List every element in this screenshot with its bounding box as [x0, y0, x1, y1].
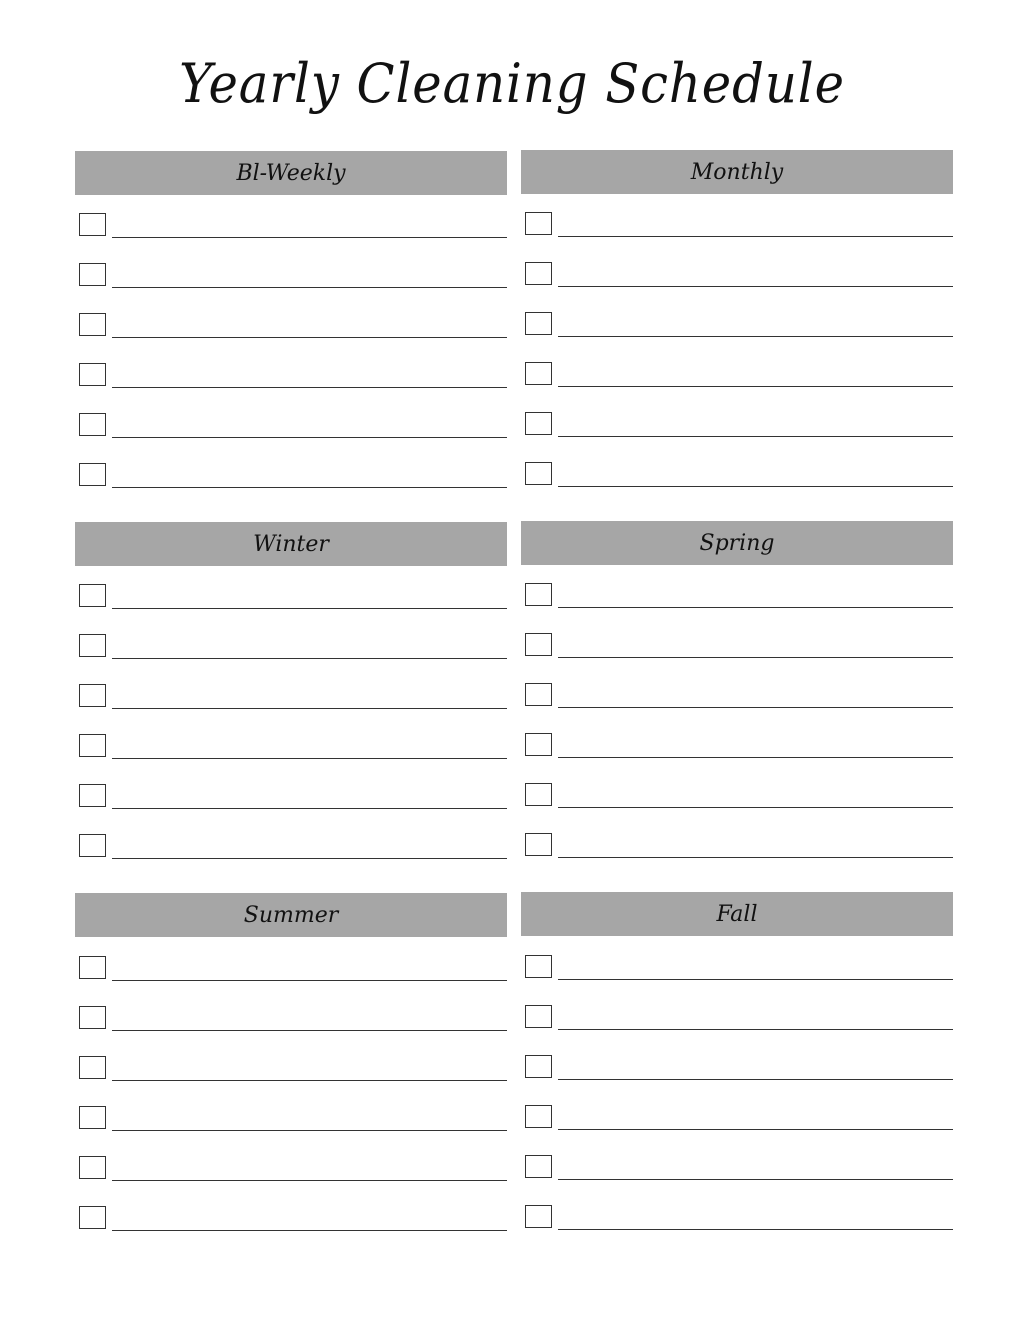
task-line[interactable]	[112, 758, 507, 759]
task-row	[521, 1205, 953, 1231]
task-row	[521, 362, 953, 388]
task-line[interactable]	[558, 436, 953, 437]
task-line[interactable]	[112, 487, 507, 488]
task-row	[75, 1006, 507, 1032]
task-line[interactable]	[112, 858, 507, 859]
task-checkbox[interactable]	[79, 313, 106, 336]
section-winter	[75, 522, 507, 566]
task-row	[75, 734, 507, 760]
task-line[interactable]	[112, 1230, 507, 1231]
task-row	[75, 213, 507, 239]
task-line[interactable]	[558, 607, 953, 608]
task-checkbox[interactable]	[525, 312, 552, 335]
task-row	[521, 262, 953, 288]
task-checkbox[interactable]	[79, 1206, 106, 1229]
task-line[interactable]	[112, 708, 507, 709]
task-row	[521, 412, 953, 438]
task-line[interactable]	[558, 236, 953, 237]
section-header: Summer	[75, 893, 507, 937]
task-row	[75, 834, 507, 860]
section-header: Winter	[75, 522, 507, 566]
task-checkbox[interactable]	[79, 834, 106, 857]
task-row	[521, 462, 953, 488]
task-line[interactable]	[112, 437, 507, 438]
section-header: Bl-Weekly	[75, 151, 507, 195]
section-monthly	[521, 150, 953, 194]
task-row	[75, 463, 507, 489]
task-checkbox[interactable]	[79, 784, 106, 807]
task-checkbox[interactable]	[79, 413, 106, 436]
task-line[interactable]	[558, 807, 953, 808]
task-row	[521, 733, 953, 759]
section-header: Monthly	[521, 150, 953, 194]
task-line[interactable]	[112, 608, 507, 609]
task-line[interactable]	[558, 286, 953, 287]
task-checkbox[interactable]	[525, 262, 552, 285]
task-row	[521, 1105, 953, 1131]
task-line[interactable]	[112, 387, 507, 388]
task-checkbox[interactable]	[525, 362, 552, 385]
task-checkbox[interactable]	[79, 584, 106, 607]
task-checkbox[interactable]	[525, 955, 552, 978]
task-row	[75, 1156, 507, 1182]
task-checkbox[interactable]	[79, 263, 106, 286]
task-checkbox[interactable]	[79, 1056, 106, 1079]
task-row	[75, 413, 507, 439]
task-row	[75, 684, 507, 710]
task-checkbox[interactable]	[525, 783, 552, 806]
task-row	[521, 783, 953, 809]
section-header: Spring	[521, 521, 953, 565]
section-fall	[521, 892, 953, 936]
task-checkbox[interactable]	[525, 633, 552, 656]
task-checkbox[interactable]	[525, 833, 552, 856]
task-line[interactable]	[558, 1029, 953, 1030]
task-row	[521, 583, 953, 609]
task-checkbox[interactable]	[525, 412, 552, 435]
task-checkbox[interactable]	[79, 684, 106, 707]
task-checkbox[interactable]	[525, 462, 552, 485]
task-checkbox[interactable]	[79, 956, 106, 979]
task-checkbox[interactable]	[525, 583, 552, 606]
task-checkbox[interactable]	[79, 1006, 106, 1029]
task-checkbox[interactable]	[79, 1106, 106, 1129]
task-row	[75, 584, 507, 610]
task-line[interactable]	[558, 486, 953, 487]
task-line[interactable]	[112, 808, 507, 809]
task-line[interactable]	[112, 287, 507, 288]
task-line[interactable]	[558, 657, 953, 658]
task-row	[521, 683, 953, 709]
task-line[interactable]	[112, 1180, 507, 1181]
section-summer	[75, 893, 507, 937]
task-line[interactable]	[112, 1130, 507, 1131]
task-line[interactable]	[112, 1030, 507, 1031]
task-row	[75, 1056, 507, 1082]
task-checkbox[interactable]	[525, 683, 552, 706]
task-line[interactable]	[112, 658, 507, 659]
task-row	[521, 1005, 953, 1031]
task-row	[521, 833, 953, 859]
task-line[interactable]	[558, 1179, 953, 1180]
task-row	[75, 1106, 507, 1132]
task-row	[75, 956, 507, 982]
task-row	[521, 1155, 953, 1181]
task-line[interactable]	[558, 1229, 953, 1230]
task-row	[521, 312, 953, 338]
task-line[interactable]	[558, 857, 953, 858]
task-line[interactable]	[558, 1079, 953, 1080]
task-checkbox[interactable]	[79, 463, 106, 486]
section-bi-weekly	[75, 151, 507, 195]
task-checkbox[interactable]	[79, 734, 106, 757]
task-checkbox[interactable]	[525, 1155, 552, 1178]
task-checkbox[interactable]	[79, 634, 106, 657]
task-line[interactable]	[112, 980, 507, 981]
task-checkbox[interactable]	[79, 213, 106, 236]
task-line[interactable]	[558, 336, 953, 337]
task-line[interactable]	[558, 979, 953, 980]
task-checkbox[interactable]	[525, 212, 552, 235]
task-row	[75, 263, 507, 289]
task-checkbox[interactable]	[525, 1055, 552, 1078]
task-row	[75, 1206, 507, 1232]
task-row	[75, 784, 507, 810]
task-checkbox[interactable]	[525, 733, 552, 756]
section-spring	[521, 521, 953, 565]
task-row	[521, 955, 953, 981]
task-checkbox[interactable]	[525, 1205, 552, 1228]
task-line[interactable]	[558, 1129, 953, 1130]
task-line[interactable]	[558, 707, 953, 708]
section-header: Fall	[521, 892, 953, 936]
task-line[interactable]	[558, 386, 953, 387]
task-line[interactable]	[558, 757, 953, 758]
task-checkbox[interactable]	[525, 1105, 552, 1128]
task-row	[75, 634, 507, 660]
task-row	[521, 633, 953, 659]
task-row	[75, 363, 507, 389]
task-line[interactable]	[112, 337, 507, 338]
page-title: Yearly Cleaning Schedule	[179, 52, 845, 115]
task-line[interactable]	[112, 237, 507, 238]
task-row	[75, 313, 507, 339]
task-row	[521, 1055, 953, 1081]
task-checkbox[interactable]	[79, 1156, 106, 1179]
task-checkbox[interactable]	[79, 363, 106, 386]
task-line[interactable]	[112, 1080, 507, 1081]
task-row	[521, 212, 953, 238]
task-checkbox[interactable]	[525, 1005, 552, 1028]
